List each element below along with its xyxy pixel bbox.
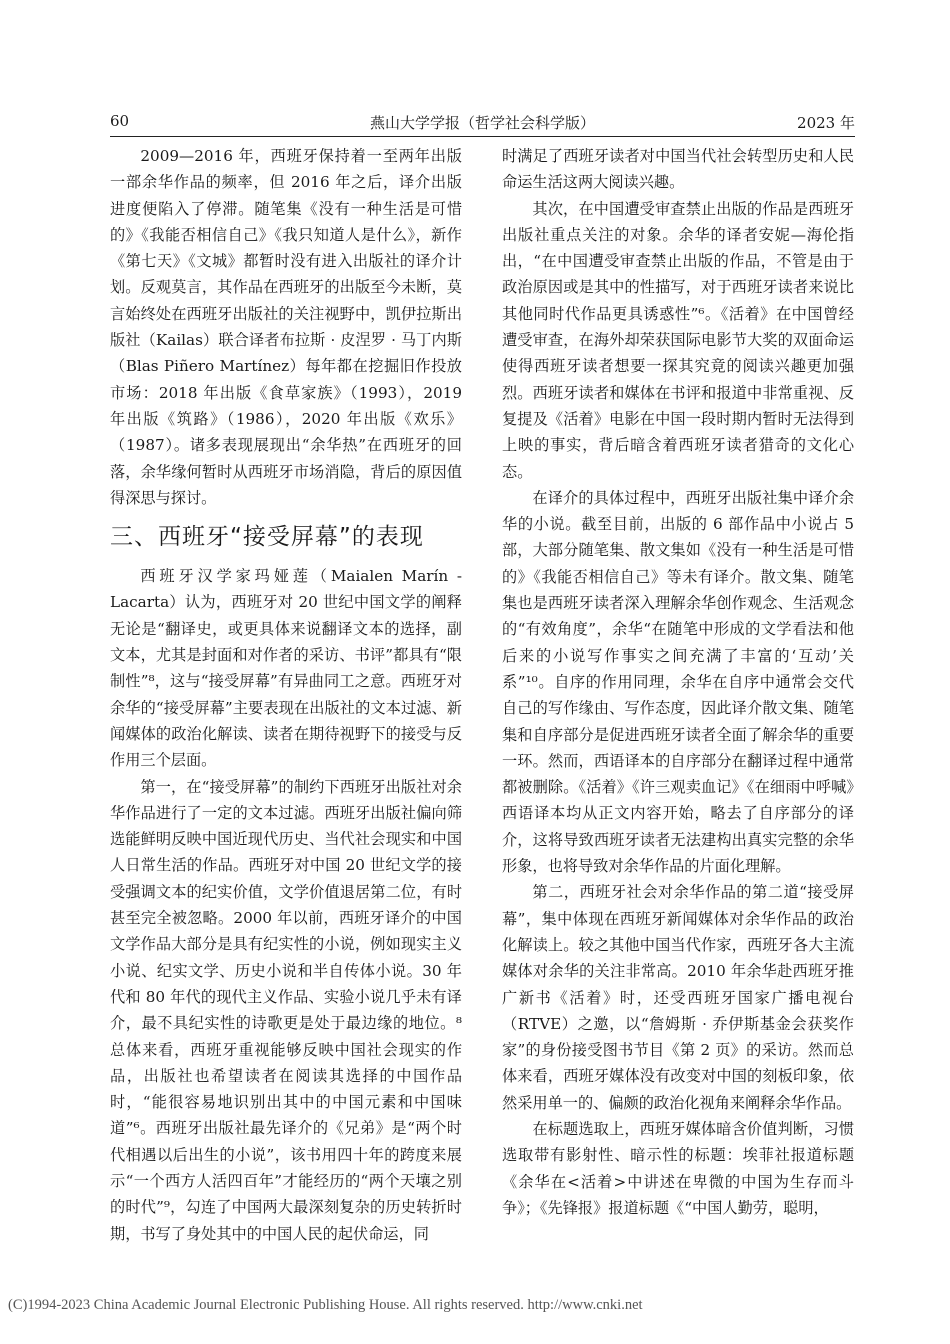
right-column: [502, 143, 854, 1221]
page-header: [110, 108, 855, 137]
journal-title: 燕山大学学报（哲学社会科学版）: [369, 114, 595, 132]
page-number: 60: [110, 112, 130, 130]
left-column: [110, 143, 462, 1247]
paragraph: 第二，西班牙社会对余华作品的第二道“接受屏幕”，集中体现在西班牙新闻媒体对余华作品的政治化解读上。较之其他中国当代作家，西班牙各大主流媒体对余华的关注非常高。2010 年余华赴西班牙推广新书《活着》时，还受西班牙国家广播电视台（RTVE）之邀，以“詹姆斯 · 乔伊斯基金会获奖作家”的身份接受图书节目《第 2 页》的采访。然而总体来看，西班牙媒体没有改变对中国的刻板印象，依然采用单一的、偏颇的政治化视角来阐释余华作品。: [502, 883, 854, 1112]
paragraph: 第一，在“接受屏幕”的制约下西班牙出版社对余华作品进行了一定的文本过滤。西班牙出版社偏向筛选能鲜明反映中国近现代历史、当代社会现实和中国人日常生活的作品。西班牙对中国 20 世纪文学的接受强调文本的纪实价值，文学价值退居第二位，有时甚至完全被忽略。2000 年以前，西班牙译介的中国文学作品大部分是具有纪实性的小说，例如现实主义小说、纪实文学、历史小说和半自传体小说。30 年代和 80 年代的现代主义作品、实验小说几乎未有译介，最不具纪实性的诗歌更是处于最边缘的地位。⁸ 总体来看，西班牙重视能够反映中国社会现实的作品，出版社也希望读者在阅读其选择的中国作品时，“能很容易地识别出其中的中国元素和中国味道”⁶。西班牙出版社最先译介的《兄弟》是“两个时代相遇以后出生的小说”，该书用四十年的跨度来展示“一个西方人活四百年”才能经历的“两个天壤之别的时代”⁹，勾连了中国两大最深刻复杂的历史转折时期，书写了身处其中的中国人民的起伏命运，同: [110, 777, 462, 1243]
paragraph: 其次，在中国遭受审查禁止出版的作品是西班牙出版社重点关注的对象。余华的译者安妮—海伦指出，“在中国遭受审查禁止出版的作品，不管是由于政治原因或是其中的性描写，对于西班牙读者来说比其他同时代作品更具诱惑性”⁶。《活着》在中国曾经遭受审查，在海外却荣获国际电影节大奖的双面命运使得西班牙读者想要一探其究竟的阅读兴趣更加强烈。西班牙读者和媒体在书评和报道中非常重视、反复提及《活着》电影在中国一段时期内暂时无法得到上映的事实，背后暗含着西班牙读者猎奇的文化心态。: [502, 199, 854, 481]
paragraph: 在译介的具体过程中，西班牙出版社集中译介余华的小说。截至目前，出版的 6 部作品中小说占 5 部，大部分随笔集、散文集如《没有一种生活是可惜的》《我能否相信自己》等未有译介。散文集、随笔集也是西班牙读者深入理解余华创作观念、生活观念的“有效角度”，余华“在随笔中形成的文学看法和他后来的小说写作事实之间充满了丰富的‘互动’关系”¹⁰。自序的作用同理，余华在自序中通常会交代自己的写作缘由、写作态度，因此译介散文集、随笔集和自序部分是促进西班牙读者全面了解余华的重要一环。然而，西语译本的自序部分在翻译过程中通常都被删除。《活着》《许三观卖血记》《在细雨中呼喊》西语译本均从正文内容开始，略去了自序部分的译介，这将导致西班牙读者无法建构出真实完整的余华形象，也将导致对余华作品的片面化理解。: [502, 488, 854, 876]
paragraph: 时满足了西班牙读者对中国当代社会转型历史和人民命运生活这两大阅读兴趣。: [502, 147, 854, 192]
paragraph: 西班牙汉学家玛娅莲（Maialen Marín - Lacarta）认为，西班牙对 20 世纪中国文学的阐释无论是“翻译史，或更具体来说翻译文本的选择，副文本，尤其是封面和对作者的采访、书评”都具有“限制性”⁸，这与“接受屏幕”有异曲同工之意。西班牙对余华的“接受屏幕”主要表现在出版社的文本过滤、新闻媒体的政治化解读、读者在期待视野下的接受与反作用三个层面。: [110, 567, 462, 770]
paragraph: 在标题选取上，西班牙媒体暗含价值判断，习惯选取带有影射性、暗示性的标题：埃菲社报道标题《余华在<活着>中讲述在卑微的中国为生存而斗争》；《先锋报》报道标题《“中国人勤劳，聪明，: [502, 1119, 854, 1217]
paragraph: 2009—2016 年，西班牙保持着一至两年出版一部余华作品的频率，但 2016 年之后，译介出版进度便陷入了停滞。随笔集《没有一种生活是可惜的》《我能否相信自己》《我只知道人是什么》，新作《第七天》《文城》都暂时没有进入出版社的译介计划。反观莫言，其作品在西班牙的出版至今未断，莫言始终处在西班牙出版社的关注视野中，凯伊拉斯出版社（Kailas）联合译者布拉斯 · 皮涅罗 · 马丁内斯（Blas Piñero Martínez）每年都在挖掘旧作投放市场：2018 年出版《食草家族》（1993），2019 年出版《筑路》（1986），2020 年出版《欢乐》（1987）。诸多表现展现出“余华热”在西班牙的回落，余华缘何暂时从西班牙市场消隐，背后的原因值得深思与探讨。: [110, 147, 462, 507]
section-heading: 三、西班牙“接受屏幕”的表现: [110, 524, 424, 551]
copyright-footer: (C)1994-2023 China Academic Journal Electronic Publishing House. All rights reserved. http://www.cnki.net: [8, 1297, 643, 1313]
publication-year: 2023 年: [797, 114, 855, 132]
